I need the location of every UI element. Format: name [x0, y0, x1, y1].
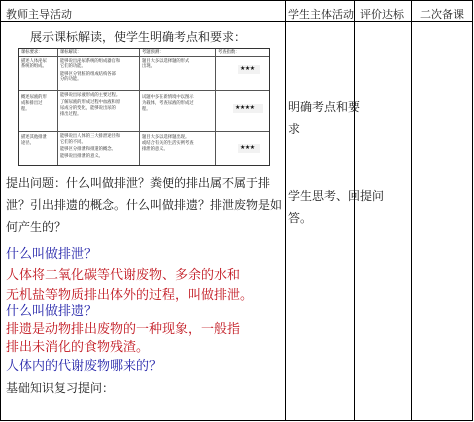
mini-cell: 它们的功能。	[60, 64, 86, 69]
egestion-definition-1: 排遗是动物排出废物的一种现象，一般指	[6, 322, 241, 337]
header-student-activity: 学生主体活动	[288, 8, 354, 21]
column-divider-3	[411, 0, 412, 421]
mini-cell: 系统的组成。	[21, 64, 47, 69]
question-line-2: 泄？引出排遗的概念。什么叫做排遗？排泄废物是如	[6, 198, 283, 212]
mini-cell: 概述尿液的形	[21, 95, 47, 100]
mini-cell: 程。	[21, 107, 30, 112]
mini-cell: 了解尿液的形成过程中血液和原	[60, 100, 121, 105]
header-teacher-activity: 教师主导活动	[6, 8, 72, 21]
student-goal-line-1: 明确考点和要	[288, 100, 361, 114]
mini-cell: 能够说出尿液形成的主要过程。	[60, 93, 121, 98]
evaluation-ask: 提问	[360, 189, 385, 203]
student-think-line-2: 答。	[288, 211, 313, 225]
header-evaluation: 评价达标	[360, 8, 404, 21]
mini-cell: 成和排出过	[21, 101, 43, 106]
mini-header-index: 考查指数：	[218, 50, 240, 55]
mini-cell: 试题中多在新情境中以图示	[142, 95, 194, 100]
egestion-question: 什么叫做排遗？	[6, 304, 98, 319]
column-divider-2	[354, 0, 355, 421]
mini-cell: 或结合有关的生活实例考查	[142, 141, 194, 146]
mini-cell: 它们的不同。	[60, 140, 86, 145]
curriculum-standards-table	[18, 48, 270, 166]
review-prompt: 基础知识复习提问：	[6, 381, 115, 395]
mini-cell: 题目大多以选择题出现。	[142, 135, 190, 140]
mini-header-interpretation: 课标解读：	[60, 50, 82, 55]
student-think-line-1: 学生思考、回	[288, 189, 361, 203]
header-second-prep: 二次备课	[420, 8, 464, 21]
student-goal-line-2: 求	[288, 122, 301, 136]
mini-cell: 尿成分的变化，能够说出尿的	[60, 106, 116, 111]
mini-cell: 能够说出泌尿系统的组成器官和	[60, 59, 121, 64]
excretion-definition-2: 无机盐等物质排出体外的过程，叫做排泄。	[6, 288, 254, 303]
curriculum-intro: 展示课标解读，使学生明确考点和要求：	[30, 30, 247, 44]
mini-header-requirement: 课标要求：	[21, 50, 43, 55]
mini-cell: 能够说出人体的三大排泄途径和	[60, 134, 121, 139]
mini-cell: 描述其他排泄	[21, 135, 47, 140]
difficulty-stars: ★★★	[240, 65, 255, 72]
mini-cell: 途径。	[21, 141, 34, 146]
mini-cell: 能够区分排泄和排遗的概念。	[60, 147, 116, 152]
mini-cell: 出现。	[142, 64, 155, 69]
column-divider-1	[285, 0, 286, 421]
mini-cell: 程。	[142, 107, 151, 112]
difficulty-stars: ★★★★	[235, 104, 255, 111]
excretion-definition-1: 人体将二氧化碳等代谢废物、多余的水和	[6, 268, 241, 283]
difficulty-stars: ★★★	[240, 144, 255, 151]
mini-cell: 排泄的意义。	[142, 147, 168, 152]
mini-header-prediction: 考题预测：	[142, 50, 164, 55]
mini-cell: 能够说出排泄的意义。	[60, 154, 103, 159]
mini-cell: 能够区分肾脏的组成结构各部	[60, 72, 116, 77]
mini-cell: 排出过程。	[60, 112, 82, 117]
mini-cell: 分的功能。	[60, 77, 82, 82]
mini-cell: 为载体，考查尿液的形成过	[142, 101, 194, 106]
mini-cell: 题目大多以选择题的形式	[142, 59, 190, 64]
metabolic-waste-question: 人体内的代谢废物哪来的？	[6, 359, 163, 374]
egestion-definition-2: 排出未消化的食物残渣。	[6, 340, 150, 355]
question-line-3: 何产生的？	[6, 220, 67, 234]
excretion-question: 什么叫做排泄？	[6, 247, 98, 262]
mini-cell: 描述人体泌尿	[21, 59, 47, 64]
question-line-1: 提出问题：什么叫做排泄？粪便的排出属不属于排	[6, 176, 271, 190]
